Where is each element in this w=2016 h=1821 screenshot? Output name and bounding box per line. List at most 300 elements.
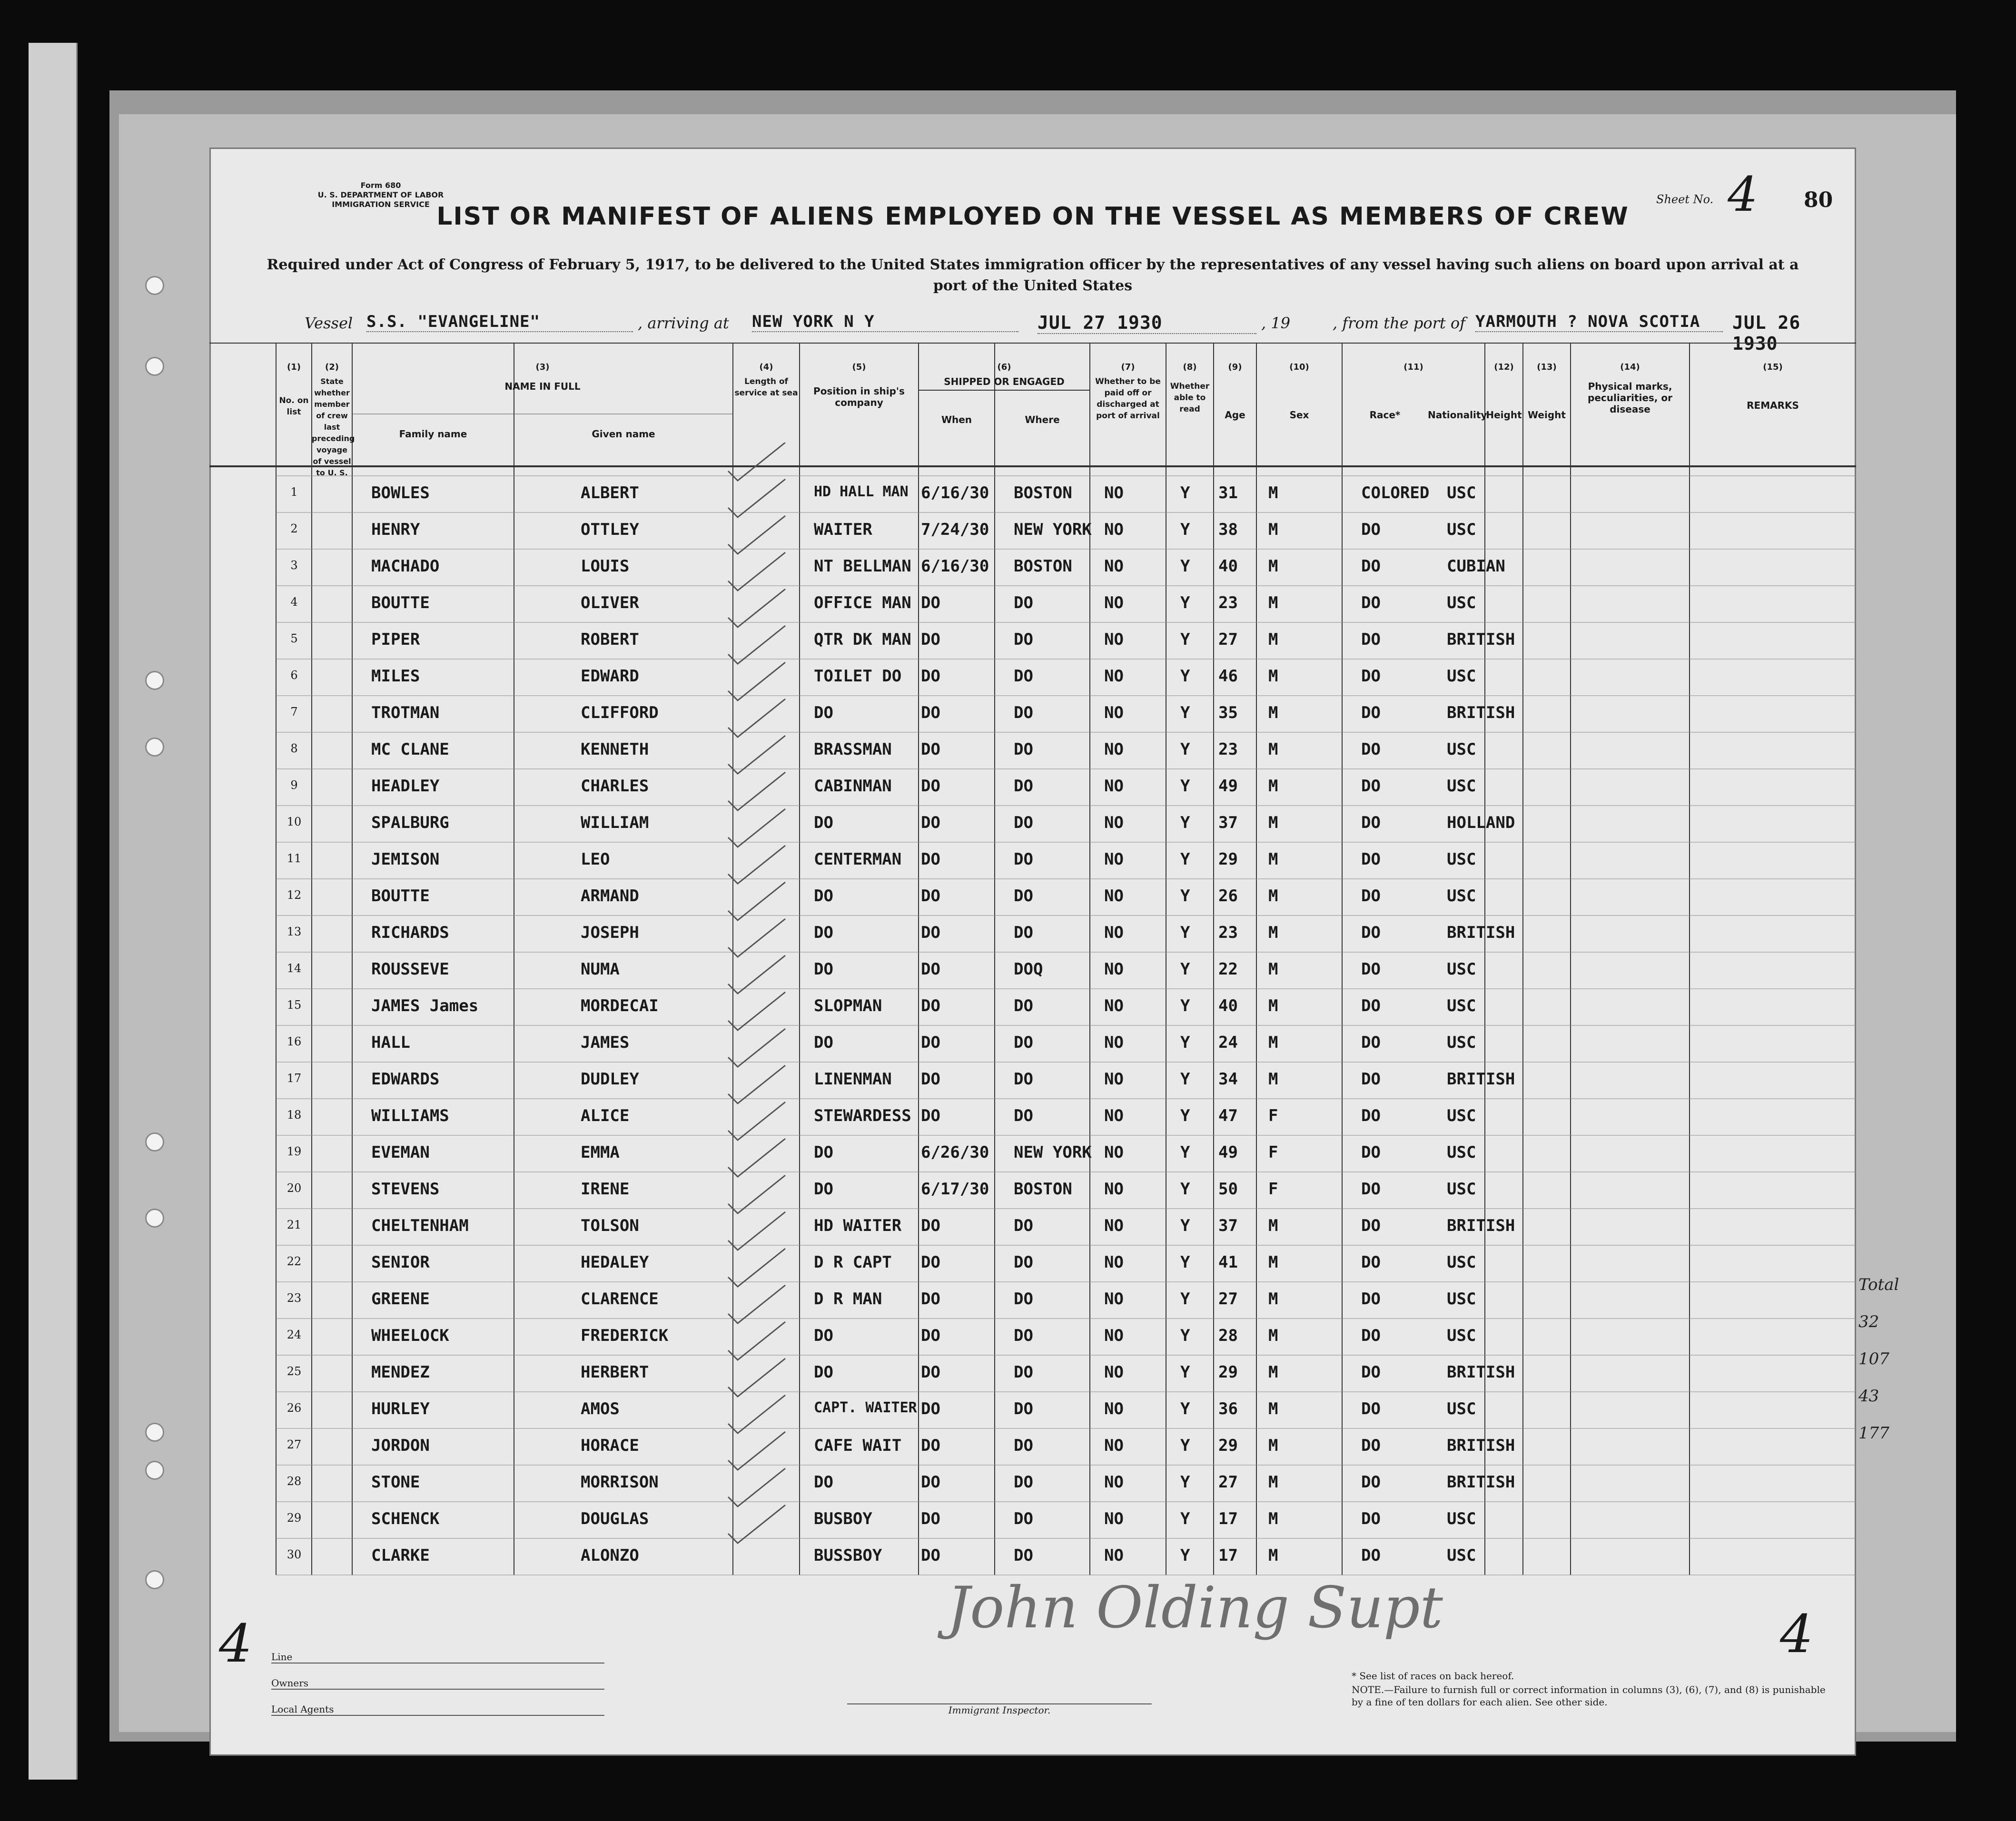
table-row (209, 1319, 1856, 1355)
cell-read: Y (1180, 703, 1190, 722)
cell-when: 6/17/30 (921, 1180, 989, 1199)
cell-paid: NO (1104, 1326, 1124, 1345)
cell-sex: M (1268, 1436, 1278, 1455)
row-number: 23 (287, 1291, 302, 1305)
cell-given: JAMES (581, 1033, 630, 1052)
cell-family: MILES (371, 667, 420, 686)
cell-when: DO (921, 777, 940, 796)
checkmark (728, 443, 785, 481)
header-state: State whether member of crew last preceding voyage of vessel to U. S. (312, 377, 355, 477)
cell-sex: M (1268, 703, 1278, 722)
header-no: No. on list (279, 396, 309, 417)
cell-race: DO (1361, 593, 1381, 612)
cell-when: DO (921, 813, 940, 832)
header-when: When (941, 414, 972, 425)
column-number: (13) (1537, 362, 1557, 372)
header-height: Height (1486, 409, 1522, 421)
checkmark (728, 1505, 785, 1543)
cell-sex: M (1268, 667, 1278, 686)
table-row (209, 1062, 1856, 1099)
cell-sex: M (1268, 1253, 1278, 1272)
binder-hole (145, 357, 164, 376)
cell-age: 38 (1218, 520, 1238, 539)
service: IMMIGRATION SERVICE (332, 200, 430, 209)
cell-paid: NO (1104, 1033, 1124, 1052)
cell-position: CAFE WAIT (814, 1436, 902, 1455)
row-number: 3 (290, 559, 298, 572)
cell-where: DO (1014, 1033, 1033, 1052)
cell-paid: NO (1104, 923, 1124, 942)
cell-family: JEMISON (371, 850, 440, 869)
cell-given: DOUGLAS (581, 1509, 649, 1528)
cell-nationality: BRITISH (1447, 1436, 1515, 1455)
page-subtitle: Required under Act of Congress of February 5, 1917, to be delivered to the United States immigration officer by the representatives of any vessel having such aliens on board upon arrival at a port of the United States (267, 256, 1799, 294)
cell-position: DO (814, 1180, 833, 1199)
year-label: , 19 (1261, 314, 1291, 332)
cell-when: DO (921, 1363, 940, 1382)
cell-position: BUSSBOY (814, 1546, 882, 1565)
inspector-signature: John Olding Supt (947, 1575, 1443, 1641)
cell-position: DO (814, 813, 833, 832)
cell-position: CABINMAN (814, 777, 892, 796)
cell-nationality: USC (1447, 1289, 1476, 1309)
cell-given: JOSEPH (581, 923, 639, 942)
row-number: 7 (290, 705, 298, 719)
table-row (209, 1245, 1856, 1282)
cell-race: DO (1361, 1033, 1381, 1052)
cell-race: DO (1361, 1363, 1381, 1382)
column-number: (4) (759, 362, 773, 372)
cell-given: MORDECAI (581, 996, 659, 1015)
margin-tally (1858, 1275, 1911, 1443)
cell-when: DO (921, 1473, 940, 1492)
cell-read: Y (1180, 1473, 1190, 1492)
cell-family: STEVENS (371, 1180, 440, 1199)
column-number: (8) (1183, 362, 1197, 372)
cell-position: DO (814, 703, 833, 722)
checkmark (728, 1432, 785, 1470)
cell-family: HURLEY (371, 1399, 430, 1418)
footnote-races: * See list of races on back hereof. (1352, 1670, 1514, 1682)
cell-family: MC CLANE (371, 740, 449, 759)
cell-age: 29 (1218, 1436, 1238, 1455)
cell-given: WILLIAM (581, 813, 649, 832)
cell-where: DO (1014, 667, 1033, 686)
cell-nationality: USC (1447, 1253, 1476, 1272)
length-of-service-checkmarks (719, 443, 795, 1737)
cell-where: DO (1014, 886, 1033, 906)
cell-family: SCHENCK (371, 1509, 440, 1528)
cell-race: DO (1361, 1326, 1381, 1345)
checkmark (728, 1212, 785, 1250)
cell-family: RICHARDS (371, 923, 449, 942)
cell-where: DO (1014, 1106, 1033, 1125)
cell-nationality: USC (1447, 483, 1476, 502)
cell-where: NEW YORK (1014, 520, 1092, 539)
cell-where: BOSTON (1014, 557, 1072, 576)
cell-when: DO (921, 1546, 940, 1565)
cell-given: DUDLEY (581, 1070, 639, 1089)
column-number: (7) (1121, 362, 1135, 372)
line-field (271, 1651, 604, 1664)
handwritten-number-right: 4 (1780, 1604, 1813, 1664)
cell-when: DO (921, 1216, 940, 1235)
checkmark (728, 516, 785, 554)
column-number: (14) (1620, 362, 1640, 372)
cell-age: 36 (1218, 1399, 1238, 1418)
cell-race: DO (1361, 1399, 1381, 1418)
checkmark (728, 1322, 785, 1360)
table-row (209, 806, 1856, 842)
cell-when: 6/16/30 (921, 557, 989, 576)
column-number: (5) (852, 362, 866, 372)
checkmark (728, 1102, 785, 1140)
cell-race: DO (1361, 886, 1381, 906)
cell-where: DO (1014, 1326, 1033, 1345)
table-row (209, 915, 1856, 952)
column-number: (3) (535, 362, 550, 372)
cell-paid: NO (1104, 1399, 1124, 1418)
cell-paid: NO (1104, 813, 1124, 832)
row-number: 10 (287, 815, 302, 828)
cell-age: 29 (1218, 1363, 1238, 1382)
cell-where: DO (1014, 593, 1033, 612)
cell-position: DO (814, 1143, 833, 1162)
margin-values (1858, 1312, 1911, 1443)
cell-nationality: USC (1447, 1033, 1476, 1052)
column-number: (2) (325, 362, 339, 372)
cell-age: 24 (1218, 1033, 1238, 1052)
cell-read: Y (1180, 667, 1190, 686)
table-row (209, 1135, 1856, 1172)
cell-paid: NO (1104, 996, 1124, 1015)
binder-hole (145, 1461, 164, 1480)
cell-age: 29 (1218, 850, 1238, 869)
row-number: 20 (287, 1181, 302, 1195)
table-row (209, 1428, 1856, 1465)
cell-paid: NO (1104, 1253, 1124, 1272)
cell-race: DO (1361, 960, 1381, 979)
checkmark (728, 772, 785, 810)
cell-family: TROTMAN (371, 703, 440, 722)
cell-paid: NO (1104, 520, 1124, 539)
table-row (209, 989, 1856, 1025)
cell-read: Y (1180, 1180, 1190, 1199)
table-row (209, 622, 1856, 659)
checkmark (728, 589, 785, 627)
cell-family: MACHADO (371, 557, 440, 576)
cell-read: Y (1180, 1106, 1190, 1125)
cell-sex: M (1268, 520, 1278, 539)
cell-position: OFFICE MAN (814, 593, 911, 612)
header-given-name: Given name (592, 428, 655, 440)
cell-given: HERBERT (581, 1363, 649, 1382)
cell-nationality: USC (1447, 996, 1476, 1015)
header-able-to-read: Whether able to read (1170, 382, 1210, 414)
cell-age: 23 (1218, 923, 1238, 942)
cell-read: Y (1180, 520, 1190, 539)
cell-position: D R CAPT (814, 1253, 892, 1272)
cell-given: OLIVER (581, 593, 639, 612)
column-number: (12) (1494, 362, 1514, 372)
cell-paid: NO (1104, 1143, 1124, 1162)
checkmark (728, 1358, 785, 1397)
cell-race: DO (1361, 520, 1381, 539)
department: U. S. DEPARTMENT OF LABOR (317, 190, 444, 199)
cell-read: Y (1180, 960, 1190, 979)
cell-given: EMMA (581, 1143, 620, 1162)
cell-when: DO (921, 1289, 940, 1309)
cell-position: DO (814, 1473, 833, 1492)
checkmark (728, 1395, 785, 1433)
cell-age: 46 (1218, 667, 1238, 686)
cell-where: DO (1014, 1216, 1033, 1235)
cell-family: BOUTTE (371, 886, 430, 906)
binder-hole (145, 738, 164, 757)
cell-family: WILLIAMS (371, 1106, 449, 1125)
table-row (209, 696, 1856, 732)
cell-paid: NO (1104, 1363, 1124, 1382)
cell-family: CHELTENHAM (371, 1216, 469, 1235)
owners-label: Owners (271, 1677, 309, 1689)
cell-where: DO (1014, 1289, 1033, 1309)
departure-date-stamp: JUL 26 1930 (1732, 312, 1801, 354)
row-number: 16 (287, 1035, 302, 1048)
table-row (209, 659, 1856, 696)
cell-given: ALICE (581, 1106, 630, 1125)
row-number: 19 (287, 1145, 302, 1158)
row-number: 13 (287, 925, 302, 938)
cell-family: EVEMAN (371, 1143, 430, 1162)
cell-race: DO (1361, 1436, 1381, 1455)
checkmark (728, 919, 785, 957)
cell-read: Y (1180, 557, 1190, 576)
cell-race: DO (1361, 630, 1381, 649)
cell-position: DO (814, 923, 833, 942)
cell-position: STEWARDESS (814, 1106, 911, 1125)
cell-position: LINENMAN (814, 1070, 892, 1089)
checkmark (728, 1065, 785, 1103)
cell-position: TOILET DO (814, 667, 902, 686)
cell-sex: F (1268, 1180, 1278, 1199)
vessel-name: S.S. "EVANGELINE" (366, 312, 633, 332)
cell-read: Y (1180, 996, 1190, 1015)
sheet-label: Sheet No. (1656, 193, 1714, 206)
cell-family: STONE (371, 1473, 420, 1492)
table-row (209, 952, 1856, 989)
header-race: Race* (1369, 409, 1401, 421)
cell-age: 22 (1218, 960, 1238, 979)
cell-when: DO (921, 1436, 940, 1455)
cell-read: Y (1180, 740, 1190, 759)
cell-position: CAPT. WAITER (814, 1399, 917, 1416)
cell-when: DO (921, 703, 940, 722)
header-family-name: Family name (399, 428, 467, 440)
cell-paid: NO (1104, 483, 1124, 502)
cell-sex: M (1268, 960, 1278, 979)
cell-when: 7/24/30 (921, 520, 989, 539)
checkmark (728, 662, 785, 700)
cell-read: Y (1180, 1253, 1190, 1272)
cell-race: DO (1361, 1143, 1381, 1162)
cell-given: ALBERT (581, 483, 639, 502)
agents-field (271, 1703, 604, 1716)
cell-nationality: USC (1447, 1326, 1476, 1345)
cell-nationality: USC (1447, 740, 1476, 759)
cell-nationality: USC (1447, 850, 1476, 869)
header-position: Position in ship's company (813, 385, 905, 408)
column-number: (10) (1289, 362, 1309, 372)
table-row (209, 879, 1856, 915)
cell-read: Y (1180, 483, 1190, 502)
cell-age: 31 (1218, 483, 1238, 502)
cell-race: DO (1361, 813, 1381, 832)
cell-sex: M (1268, 777, 1278, 796)
cell-position: D R MAN (814, 1289, 882, 1309)
cell-family: MENDEZ (371, 1363, 430, 1382)
header-age: Age (1225, 409, 1245, 421)
cell-where: DO (1014, 630, 1033, 649)
cell-position: DO (814, 1363, 833, 1382)
cell-position: BUSBOY (814, 1509, 872, 1528)
margin-value: 43 (1858, 1387, 1879, 1406)
cell-family: HALL (371, 1033, 410, 1052)
cell-when: DO (921, 850, 940, 869)
table-row (209, 1465, 1856, 1502)
table-row (209, 1538, 1856, 1575)
cell-paid: NO (1104, 850, 1124, 869)
cell-given: KENNETH (581, 740, 649, 759)
checkmark (728, 846, 785, 884)
row-number: 28 (287, 1475, 302, 1488)
header-weight: Weight (1528, 409, 1566, 421)
row-number: 11 (287, 852, 302, 865)
cell-age: 49 (1218, 1143, 1238, 1162)
vessel-line (305, 309, 1837, 354)
cell-where: DO (1014, 1546, 1033, 1565)
cell-read: Y (1180, 1033, 1190, 1052)
cell-given: LEO (581, 850, 610, 869)
cell-nationality: USC (1447, 593, 1476, 612)
cell-nationality: BRITISH (1447, 703, 1515, 722)
cell-paid: NO (1104, 1436, 1124, 1455)
cell-read: Y (1180, 886, 1190, 906)
cell-position: BRASSMAN (814, 740, 892, 759)
row-number: 30 (287, 1548, 302, 1561)
cell-sex: M (1268, 593, 1278, 612)
cell-nationality: BRITISH (1447, 1216, 1515, 1235)
table-row (209, 512, 1856, 549)
column-number: (1) (287, 362, 301, 372)
cell-given: EDWARD (581, 667, 639, 686)
cell-family: BOUTTE (371, 593, 430, 612)
row-number: 4 (290, 595, 298, 609)
cell-family: GREENE (371, 1289, 430, 1309)
table-row (209, 1025, 1856, 1062)
agents-label: Local Agents (271, 1703, 334, 1715)
cell-family: PIPER (371, 630, 420, 649)
cell-paid: NO (1104, 1473, 1124, 1492)
row-number: 24 (287, 1328, 302, 1341)
checkmark (728, 626, 785, 664)
margin-total-label: Total (1858, 1275, 1899, 1294)
cell-nationality: USC (1447, 1546, 1476, 1565)
header-nationality: Nationality (1428, 409, 1487, 421)
cell-age: 23 (1218, 740, 1238, 759)
cell-read: Y (1180, 1436, 1190, 1455)
cell-sex: M (1268, 1546, 1278, 1565)
cell-age: 34 (1218, 1070, 1238, 1089)
cell-position: NT BELLMAN (814, 557, 911, 576)
cell-where: DO (1014, 923, 1033, 942)
cell-nationality: BRITISH (1447, 1473, 1515, 1492)
margin-value: 177 (1858, 1424, 1889, 1443)
cell-paid: NO (1104, 1509, 1124, 1528)
table-row (209, 1355, 1856, 1392)
cell-age: 26 (1218, 886, 1238, 906)
cell-nationality: BRITISH (1447, 923, 1515, 942)
cell-sex: M (1268, 886, 1278, 906)
cell-where: DO (1014, 1473, 1033, 1492)
arrival-date-stamp: JUL 27 1930 (1038, 312, 1256, 334)
cell-when: 6/16/30 (921, 483, 989, 502)
cell-read: Y (1180, 1363, 1190, 1382)
cell-read: Y (1180, 593, 1190, 612)
cell-race: DO (1361, 1289, 1381, 1309)
cell-paid: NO (1104, 960, 1124, 979)
checkmark (728, 552, 785, 591)
cell-position: SLOPMAN (814, 996, 882, 1015)
cell-read: Y (1180, 777, 1190, 796)
header-where: Where (1025, 414, 1060, 425)
cell-given: HEDALEY (581, 1253, 649, 1272)
binder-hole (145, 1132, 164, 1152)
cell-position: HD WAITER (814, 1216, 902, 1235)
cell-where: DO (1014, 740, 1033, 759)
cell-family: SENIOR (371, 1253, 430, 1272)
row-number: 8 (290, 742, 298, 755)
checkmark (728, 1285, 785, 1323)
row-number: 27 (287, 1438, 302, 1451)
handwritten-number-left: 4 (219, 1613, 252, 1674)
cell-given: IRENE (581, 1180, 630, 1199)
cell-nationality: USC (1447, 1143, 1476, 1162)
cell-read: Y (1180, 1509, 1190, 1528)
cell-nationality: USC (1447, 667, 1476, 686)
cell-age: 47 (1218, 1106, 1238, 1125)
cell-family: JAMES James (371, 996, 479, 1015)
checkmark (728, 809, 785, 847)
cell-given: AMOS (581, 1399, 620, 1418)
cell-nationality: USC (1447, 1180, 1476, 1199)
cell-sex: M (1268, 850, 1278, 869)
cell-given: ALONZO (581, 1546, 639, 1565)
cell-position: DO (814, 1326, 833, 1345)
arriving-label: , arriving at (638, 314, 729, 332)
cell-age: 17 (1218, 1509, 1238, 1528)
row-number: 2 (290, 522, 298, 535)
cell-paid: NO (1104, 886, 1124, 906)
row-number: 22 (287, 1255, 302, 1268)
cell-age: 27 (1218, 1473, 1238, 1492)
cell-sex: M (1268, 1216, 1278, 1235)
cell-race: DO (1361, 777, 1381, 796)
cell-paid: NO (1104, 1070, 1124, 1089)
cell-race: DO (1361, 703, 1381, 722)
cell-position: WAITER (814, 520, 872, 539)
cell-when: DO (921, 740, 940, 759)
cell-race: DO (1361, 1253, 1381, 1272)
